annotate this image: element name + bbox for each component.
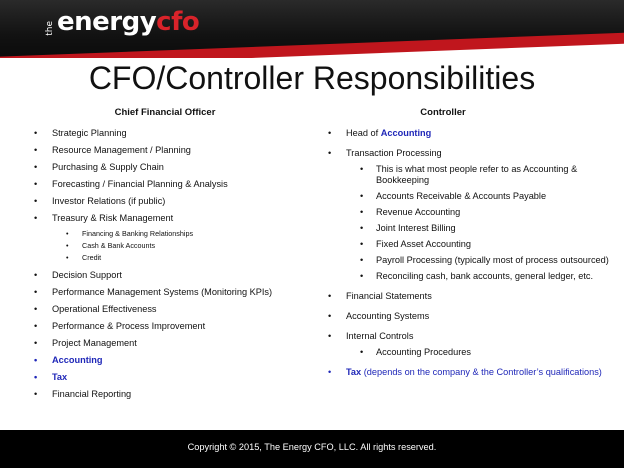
company-logo <box>46 6 199 36</box>
cfo-column <box>24 107 306 406</box>
sub-list-item: • Payroll Processing (typically most of process outsourced) <box>346 255 618 266</box>
sub-list-item: • Credit <box>52 252 306 264</box>
list-item: • Financial Statements <box>318 291 618 302</box>
list-item-accounting: • Accounting <box>24 355 306 366</box>
sub-list-item: • Fixed Asset Accounting <box>346 239 618 250</box>
controller-column <box>318 107 618 387</box>
copyright-text: Copyright © 2015, The Energy CFO, LLC. All rights reserved. <box>187 442 437 452</box>
header-banner <box>0 0 624 58</box>
list-item: • Forecasting / Financial Planning & Analysis <box>24 179 306 190</box>
list-item-treasury <box>24 213 306 264</box>
list-item-internal-controls <box>318 331 618 358</box>
logo-the: the <box>45 21 55 36</box>
controller-heading: Controller <box>420 107 466 118</box>
cfo-list <box>24 128 306 400</box>
sub-list-item: • Reconciling cash, bank accounts, general ledger, etc. <box>346 271 618 282</box>
list-item: • Investor Relations (if public) <box>24 196 306 207</box>
list-item: • Accounting Systems <box>318 311 618 322</box>
list-item-label: Treasury & Risk Management <box>52 213 174 223</box>
sub-list-item: • Financing & Banking Relationships <box>52 228 306 240</box>
head-of-accounting: Accounting <box>380 128 432 138</box>
tax-note: (depends on the company & the Controller’s qualifications) <box>361 367 602 377</box>
list-item-tax: • Tax <box>24 372 306 383</box>
list-item: • Performance Management Systems (Monitoring KPIs) <box>24 287 306 298</box>
transaction-sublist <box>346 164 618 282</box>
sub-list-item: • This is what most people refer to as Accounting & Bookkeeping <box>346 164 618 186</box>
sub-list-item: • Joint Interest Billing <box>346 223 618 234</box>
list-item: • Purchasing & Supply Chain <box>24 162 306 173</box>
sub-list-item: • Accounts Receivable & Accounts Payable <box>346 191 618 202</box>
head-of-prefix: Head of <box>346 128 381 138</box>
list-item: • Financial Reporting <box>24 389 306 400</box>
list-item: • Decision Support <box>24 270 306 281</box>
list-item-label: Internal Controls <box>346 331 414 341</box>
sub-list-item: • Cash & Bank Accounts <box>52 240 306 252</box>
list-item-transaction-processing <box>318 148 618 282</box>
treasury-sublist <box>52 228 306 264</box>
logo-energy: energy <box>57 7 157 37</box>
list-item-label: Transaction Processing <box>346 148 442 158</box>
page-title: CFO/Controller Responsibilities <box>88 60 536 96</box>
list-item: • Project Management <box>24 338 306 349</box>
controller-list <box>318 128 618 378</box>
list-item-head-of <box>318 128 618 139</box>
list-item: • Performance & Process Improvement <box>24 321 306 332</box>
internal-controls-sublist <box>346 347 618 358</box>
sub-list-item: • Revenue Accounting <box>346 207 618 218</box>
cfo-heading: Chief Financial Officer <box>114 107 216 118</box>
footer-bar <box>0 430 624 468</box>
list-item: • Operational Effectiveness <box>24 304 306 315</box>
list-item: • Resource Management / Planning <box>24 145 306 156</box>
sub-list-item: • Accounting Procedures <box>346 347 618 358</box>
tax-label: Tax <box>346 367 362 377</box>
list-item: • Strategic Planning <box>24 128 306 139</box>
list-item-tax <box>318 367 618 378</box>
logo-cfo: cfo <box>156 7 200 37</box>
